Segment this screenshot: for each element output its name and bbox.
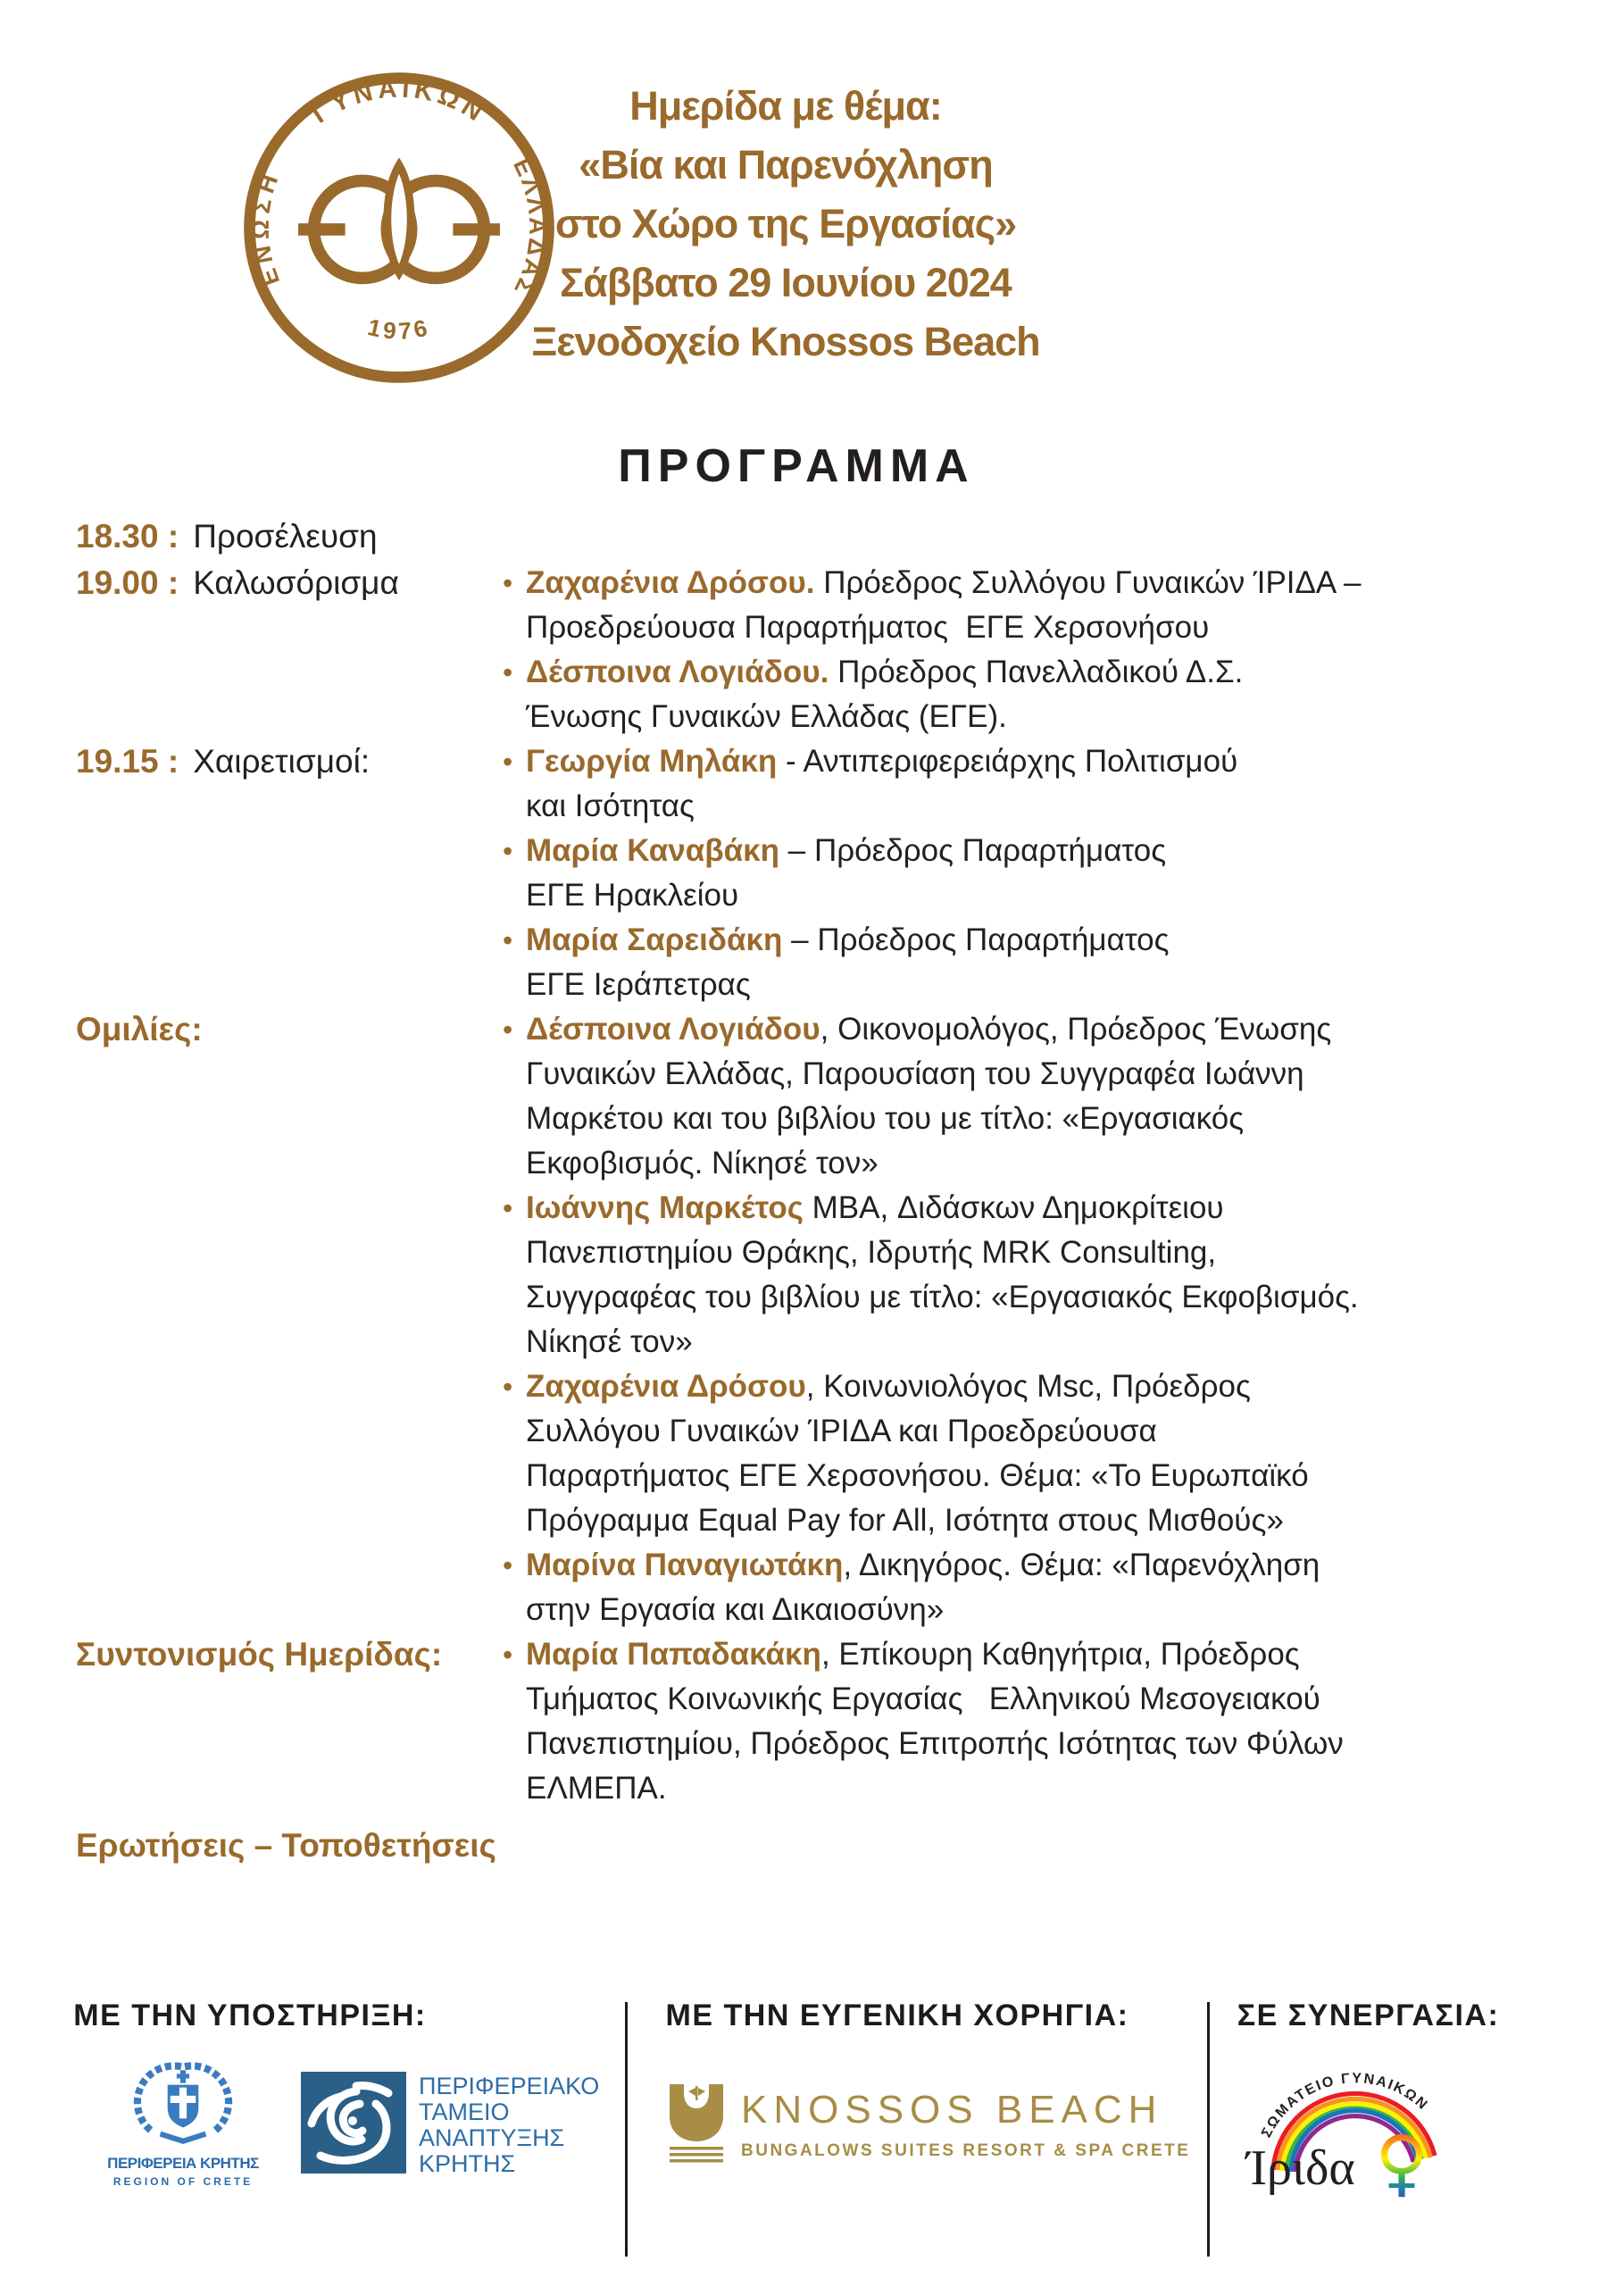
program-bullet-line: Γεωργία Μηλάκη - Αντιπεριφερειάρχης Πολιτισμού (526, 744, 1238, 779)
bullet-dot-icon: • (503, 746, 513, 778)
knossos-tagline: BUNGALOWS SUITES RESORT & SPA CRETE (741, 2141, 1191, 2160)
knossos-text-block (741, 2081, 1190, 2161)
sponsor-heading: ΜΕ ΤΗΝ ΕΥΓΕΝΙΚΗ ΧΟΡΗΓΙΑ: (665, 1998, 1129, 2032)
schedule-time: 18.30 : (76, 518, 179, 555)
svg-text:1976 (365, 313, 433, 345)
irida-association-logo (1239, 2034, 1462, 2204)
schedule-time: 19.00 : (76, 564, 179, 601)
irida-arc-text: ΣΩΜΑΤΕΙΟ ΓΥΝΑΙΚΩΝ (1259, 2071, 1431, 2140)
program-bullet (503, 829, 1583, 918)
schedule-row-questions (76, 1823, 496, 1868)
seal-year-text: 1976 (365, 313, 433, 345)
program-bullet-line: Εκφοβισμός. Νίκησέ τον» (526, 1146, 879, 1181)
program-bullet (503, 1543, 1583, 1632)
program-bullet-line: Ιωάννης Μαρκέτος MBA, Διδάσκων Δημοκρίτειου (526, 1190, 1224, 1225)
program-bullet (503, 1364, 1583, 1543)
title-line-5: Ξενοδοχείο Knossos Beach (531, 319, 1040, 364)
bullet-dot-icon: • (503, 1014, 513, 1046)
speaker-name: Μαρία Καναβάκη (526, 833, 780, 868)
schedule-label: Συντονισμός Ημερίδας: (76, 1636, 443, 1673)
speaker-name: Μαρία Παπαδακάκη (526, 1637, 821, 1672)
seal-arc-top-text: ΓΥΝΑΙΚΩΝ (306, 74, 492, 129)
program-bullet-line: Πανεπιστημίου Θράκης, Ιδρυτής MRK Consulting, (526, 1235, 1217, 1270)
schedule-label: Ομιλίες: (76, 1011, 203, 1047)
program-bullet-line: στην Εργασία και Δικαιοσύνη» (526, 1592, 945, 1627)
program-bullet-line: Πανεπιστημίου, Πρόεδρος Επιτροπής Ισότητας των Φύλων (526, 1726, 1344, 1761)
program-bullet-line: Προεδρεύουσα Παραρτήματος ΕΓΕ Χερσονήσου (526, 610, 1210, 645)
program-bullets (503, 561, 1583, 1811)
bullet-dot-icon: • (503, 567, 513, 599)
program-bullet (503, 1632, 1583, 1811)
program-bullet-line: ΕΓΕ Ιεράπετρας (526, 967, 751, 1002)
title-line-2: «Βία και Παρενόχληση (579, 142, 993, 188)
program-bullet-line: Ζαχαρένια Δρόσου. Πρόεδρος Συλλόγου Γυναικών ΊΡΙΔΑ – (526, 565, 1362, 600)
fund-spiral-icon (301, 2072, 406, 2174)
program-bullet-line: Παραρτήματος ΕΓΕ Χερσονήσου. Θέμα: «Το Ευρωπαϊκό (526, 1458, 1309, 1493)
region-of-crete-name: ΠΕΡΙΦΕΡΕΙΑ ΚΡΗΤΗΣ (107, 2155, 259, 2172)
bullet-dot-icon: • (503, 924, 513, 956)
program-bullet-line: Συγγραφέας του βιβλίου με τίτλο: «Εργασιακός Εκφοβισμός. (526, 1280, 1359, 1314)
speaker-name: Μαρία Σαρειδάκη (526, 922, 783, 957)
schedule-row-welcome (76, 561, 399, 605)
footer-divider-right (1207, 2002, 1210, 2257)
speaker-name: Ιωάννης Μαρκέτος (526, 1190, 804, 1225)
female-symbol-icon: ♀ (1375, 2121, 1429, 2199)
partner-heading: ΣΕ ΣΥΝΕΡΓΑΣΙΑ: (1237, 1998, 1500, 2032)
schedule-row-moderation (76, 1632, 442, 1677)
speaker-name: Μαρίνα Παναγιωτάκη (526, 1548, 844, 1582)
program-heading: ΠΡΟΓΡΑΜΜΑ (618, 440, 975, 492)
program-bullet-line: Μαρία Καναβάκη – Πρόεδρος Παραρτήματος (526, 833, 1167, 868)
bullet-dot-icon: • (503, 1639, 513, 1671)
bullet-dot-icon: • (503, 1549, 513, 1581)
region-of-crete-subtitle: REGION OF CRETE (112, 2175, 254, 2188)
seal-monogram-icon (298, 165, 500, 279)
footer-divider-left (625, 2002, 628, 2257)
program-bullet-line: Δέσποινα Λογιάδου, Οικονομολόγος, Πρόεδρος Ένωσης (526, 1012, 1332, 1047)
schedule-label: Ερωτήσεις – Τοποθετήσεις (76, 1827, 496, 1864)
bullet-dot-icon: • (503, 1192, 513, 1224)
fund-name-line: ΚΡΗΤΗΣ (419, 2150, 516, 2177)
knossos-name: KNOSSOS BEACH (741, 2088, 1163, 2132)
program-bullet-line: Μαρίνα Παναγιωτάκη, Δικηγόρος. Θέμα: «Παρενόχληση (526, 1548, 1320, 1582)
program-bullet-line: ΕΛΜΕΠΑ. (526, 1771, 667, 1806)
program-bullet-line: Πρόγραμμα Equal Pay for All, Ισότητα στους Μισθούς» (526, 1503, 1284, 1538)
program-bullet-line: Γυναικών Ελλάδας, Παρουσίαση του Συγγραφέα Ιωάννη (526, 1056, 1304, 1091)
seal-arc-left-text: ΕΝΩΣΗ (246, 165, 286, 290)
speaker-name: Δέσποινα Λογιάδου. (526, 655, 829, 689)
svg-text:ΓΥΝΑΙΚΩΝ (307, 74, 491, 129)
speaker-name: Ζαχαρένια Δρόσου (526, 1369, 806, 1404)
speaker-name: Γεωργία Μηλάκη (526, 744, 778, 779)
schedule-label: Καλωσόρισμα (193, 564, 399, 601)
program-bullet-line: Μαρία Σαρειδάκη – Πρόεδρος Παραρτήματος (526, 922, 1170, 957)
fund-name-line: ΑΝΑΠΤΥΞΗΣ (419, 2124, 565, 2151)
program-bullet-line: Συλλόγου Γυναικών ΊΡΙΔΑ και Προεδρεύουσα (526, 1414, 1157, 1448)
program-bullet-line: και Ισότητας (526, 789, 695, 823)
bullet-dot-icon: • (503, 1371, 513, 1403)
schedule-row-speeches (76, 1007, 203, 1052)
bullet-dot-icon: • (503, 835, 513, 867)
schedule-label: Προσέλευση (193, 518, 378, 555)
program-bullet-line: ΕΓΕ Ηρακλείου (526, 878, 739, 913)
program-bullet (503, 918, 1583, 1007)
program-bullet-line: Μαρία Παπαδακάκη, Επίκουρη Καθηγήτρια, Πρόεδρος (526, 1637, 1300, 1672)
knossos-vessel-icon (668, 2081, 725, 2166)
program-bullet (503, 561, 1583, 650)
irida-rainbow-icon (1239, 2034, 1462, 2199)
seal-arc-right-text: ΕΛΛΑΔΑΣ (508, 154, 553, 302)
program-bullet (503, 1186, 1583, 1364)
schedule-time: 19.15 : (76, 743, 179, 780)
schedule-label: Χαιρετισμοί: (193, 743, 371, 780)
program-bullet-line: Τμήματος Κοινωνικής Εργασίας Ελληνικού Μεσογειακού (526, 1681, 1320, 1716)
region-of-crete-emblem-icon (133, 2059, 233, 2147)
fund-name-line: ΠΕΡΙΦΕΡΕΙΑΚΟ (419, 2073, 600, 2099)
union-women-greece-seal-logo (234, 63, 564, 393)
region-of-crete-logo (98, 2059, 268, 2188)
program-bullet-line: Δέσποινα Λογιάδου. Πρόεδρος Πανελλαδικού Δ.Σ. (526, 655, 1244, 689)
speaker-name: Ζαχαρένια Δρόσου. (526, 565, 815, 600)
event-title (518, 77, 1054, 371)
fund-name-line: ΤΑΜΕΙΟ (419, 2099, 510, 2125)
program-bullet (503, 1007, 1583, 1186)
fund-name-lines (419, 2072, 599, 2177)
speaker-name: Δέσποινα Λογιάδου (526, 1012, 820, 1047)
program-bullet-line: Μαρκέτου και του βιβλίου του με τίτλο: «Εργασιακός (526, 1101, 1245, 1136)
irida-name-text: Ίριδα (1246, 2140, 1355, 2196)
program-bullet-line: Νίκησέ τον» (526, 1324, 693, 1359)
schedule-row-greetings (76, 739, 370, 784)
program-bullet-line: Ένωσης Γυναικών Ελλάδας (ΕΓΕ). (526, 699, 1007, 734)
knossos-beach-logo (668, 2081, 1190, 2166)
program-bullet (503, 739, 1583, 829)
regional-development-fund-logo (301, 2072, 599, 2177)
program-bullet (503, 650, 1583, 739)
bullet-dot-icon: • (503, 656, 513, 688)
title-line-1: Ημερίδα με θέμα: (629, 83, 942, 129)
title-line-4: Σάββατο 29 Ιουνίου 2024 (560, 260, 1012, 305)
title-line-3: στο Χώρο της Εργασίας» (554, 201, 1017, 246)
schedule-row-arrival (76, 514, 378, 559)
support-heading: ΜΕ ΤΗΝ ΥΠΟΣΤΗΡΙΞΗ: (73, 1998, 427, 2032)
program-bullet-line: Ζαχαρένια Δρόσου, Κοινωνιολόγος Msc, Πρόεδρος (526, 1369, 1251, 1404)
